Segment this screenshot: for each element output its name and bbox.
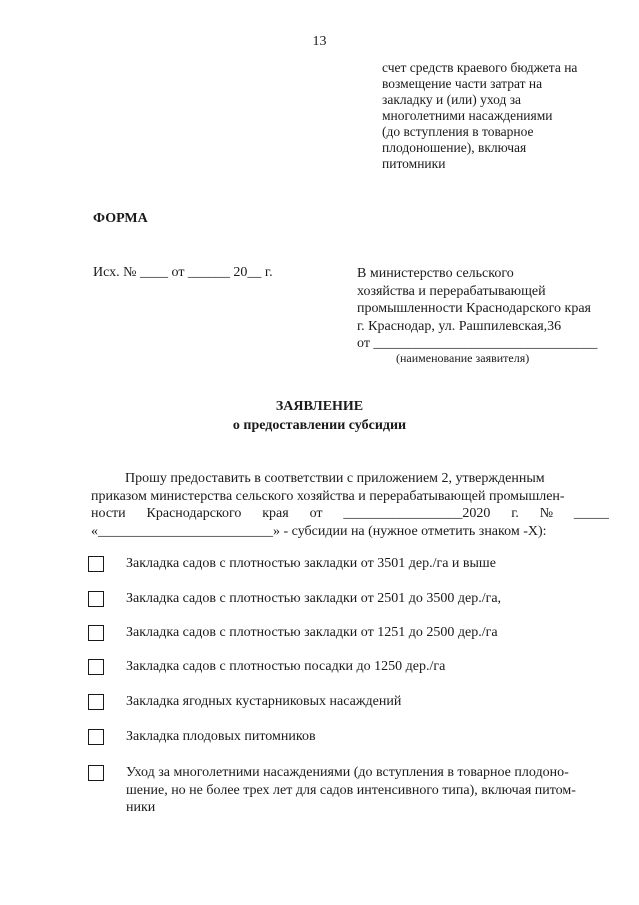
paragraph-line: [91, 505, 609, 523]
header-note-line: питомники: [382, 156, 446, 171]
option-label: [126, 590, 501, 608]
paragraph-word: ности: [91, 506, 126, 521]
addressee-block: [357, 265, 627, 353]
addressee-applicant-line: от ________________________________: [357, 336, 598, 351]
header-note-line: счет средств краевого бюджета на: [382, 60, 578, 75]
option-label: [126, 555, 496, 573]
header-note-line: возмещение части затрат на: [382, 76, 543, 91]
paragraph-word: г.: [511, 506, 519, 521]
addressee-line: хозяйства и перерабатывающей: [357, 283, 546, 299]
option-checkbox[interactable]: [88, 765, 104, 781]
option-label: [126, 693, 401, 711]
applicant-hint: (наименование заявителя): [396, 351, 530, 365]
subsidy-option: [88, 590, 618, 608]
option-label-line: Закладка ягодных кустарниковых насаждений: [126, 694, 402, 709]
header-note-line: (до вступления в товарное: [382, 124, 534, 139]
addressee-line: промышленности Краснодарского края: [357, 301, 591, 316]
form-label: ФОРМА: [93, 211, 148, 226]
option-checkbox[interactable]: [88, 694, 104, 710]
header-note-line: плодоношение), включая: [382, 140, 527, 155]
subsidy-option: [88, 693, 618, 711]
addressee-line: В министерство сельского: [357, 266, 514, 281]
subsidy-option: [88, 764, 618, 817]
document-title: ЗАЯВЛЕНИЕ: [275, 399, 364, 414]
paragraph-word: от: [309, 506, 323, 521]
option-label-line: шение, но не более трех лет для садов интенсивного типа), включая питом-: [126, 782, 576, 798]
option-label-line: Закладка садов с плотностью посадки до 1250 дер./га: [126, 659, 446, 674]
paragraph-line: приказом министерства сельского хозяйства и перерабатывающей промышлен-: [91, 488, 565, 504]
option-checkbox[interactable]: [88, 591, 104, 607]
subsidy-option: [88, 728, 618, 746]
header-note-line: многолетними насаждениями: [382, 108, 553, 123]
paragraph-word: Краснодарского: [146, 506, 242, 521]
option-checkbox[interactable]: [88, 556, 104, 572]
option-label: [126, 624, 498, 642]
option-label-line: Закладка садов с плотностью закладки от 2501 до 3500 дер./га,: [126, 591, 502, 606]
subsidy-option: [88, 624, 618, 642]
addressee-line: г. Краснодар, ул. Рашпилевская,36: [357, 318, 562, 334]
option-label-line: Закладка плодовых питомников: [126, 729, 316, 744]
paragraph-word: №: [539, 506, 554, 521]
option-label: [126, 658, 445, 676]
document-subtitle: о предоставлении субсидии: [232, 418, 407, 433]
page-number: 13: [312, 34, 327, 49]
option-label-line: Закладка садов с плотностью закладки от 3501 дер./га и выше: [126, 556, 496, 571]
subsidy-option: [88, 555, 618, 573]
paragraph-line: «_________________________» - субсидии на (нужное отметить знаком -X):: [91, 523, 547, 539]
option-label: [126, 728, 316, 746]
option-checkbox[interactable]: [88, 659, 104, 675]
request-paragraph: [91, 470, 609, 540]
subsidy-option: [88, 658, 618, 676]
paragraph-word: _____: [573, 506, 609, 521]
option-label-line: ники: [126, 800, 156, 815]
option-label-line: Уход за многолетними насаждениями (до вступления в товарное плодоно-: [126, 765, 569, 780]
option-checkbox[interactable]: [88, 729, 104, 745]
paragraph-line: Прошу предоставить в соответствии с приложением 2, утвержденным: [125, 471, 545, 486]
header-note: [382, 60, 632, 172]
option-label-line: Закладка садов с плотностью закладки от 1251 до 2500 дер./га: [126, 625, 498, 640]
paragraph-word: _________________2020: [343, 506, 491, 521]
header-note-line: закладку и (или) уход за: [382, 92, 522, 107]
option-label: [126, 764, 576, 817]
outgoing-reference-line: Исх. № ____ от ______ 20__ г.: [93, 265, 273, 280]
option-checkbox[interactable]: [88, 625, 104, 641]
paragraph-word: края: [262, 506, 289, 521]
